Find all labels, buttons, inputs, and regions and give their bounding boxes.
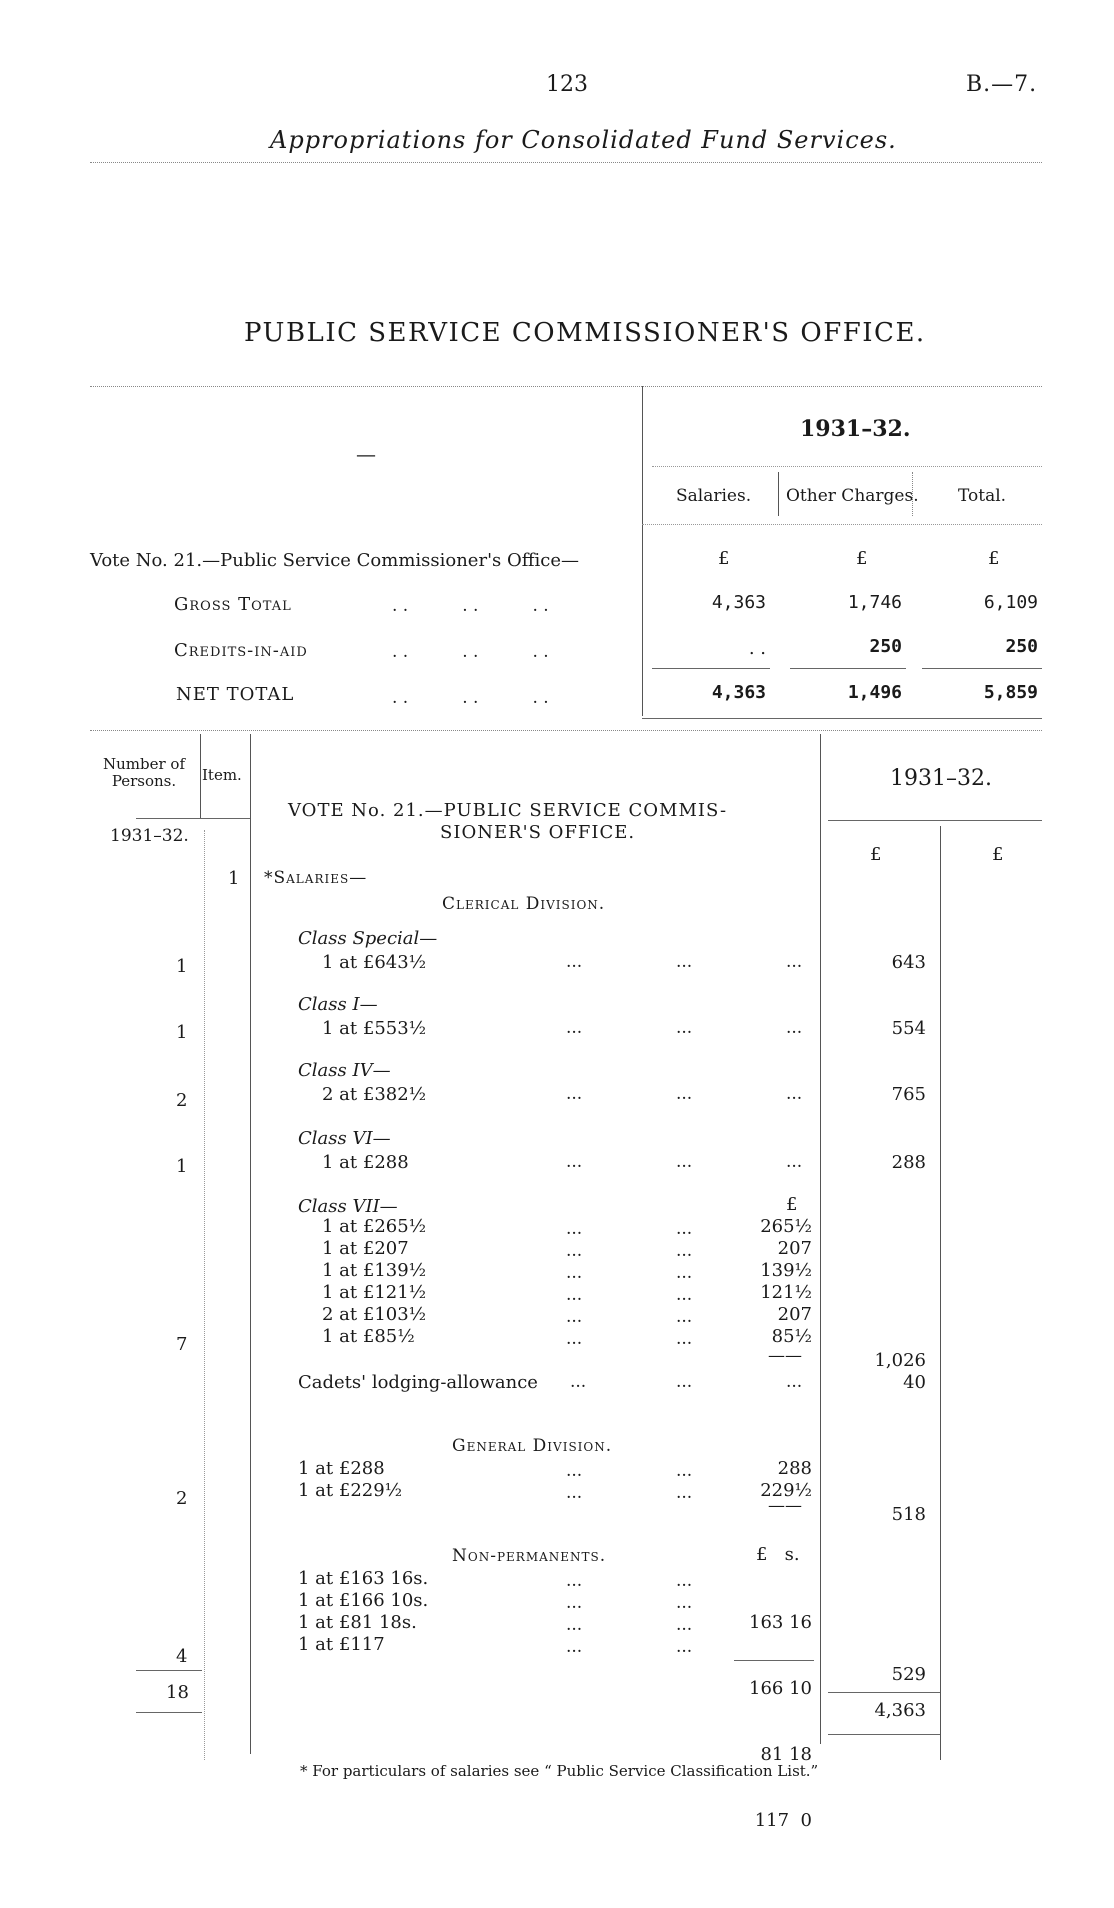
page-heading: Appropriations for Consolidated Fund Services. (270, 126, 897, 154)
class-special-label: Class Special— (298, 928, 438, 949)
net-total: 5,859 (983, 682, 1038, 703)
credits-label: Credits-in-aid (174, 640, 308, 661)
detail-year: 1931–32. (890, 766, 992, 791)
general-amount: 518 (891, 1504, 926, 1525)
class-7-label: Class VII— (298, 1196, 398, 1217)
class-4-persons: 2 (176, 1090, 188, 1111)
cadets-label: Cadets' lodging-allowance (298, 1372, 538, 1393)
class-7-lines: 1 at £265½ 1 at £207 1 at £139½ 1 at £121½ 2 at £103½ 1 at £85½ (322, 1216, 427, 1347)
class-7-persons: 7 (176, 1334, 188, 1355)
non-permanents-amount: 529 (891, 1664, 926, 1685)
net-salaries: 4,363 (711, 682, 766, 703)
class-4-label: Class IV— (298, 1060, 391, 1081)
class-6-persons: 1 (176, 1156, 188, 1177)
currency-salaries: £ (718, 548, 730, 569)
class-7-subtotal-dash: —— (768, 1346, 802, 1366)
class-7-dots-b: ... ... ... ... ... ... (676, 1219, 693, 1349)
class-1-line: 1 at £553½ (322, 1018, 427, 1039)
non-permanents-lines: 1 at £163 16s. 1 at £166 10s. 1 at £81 18s. 1 at £117 (298, 1568, 429, 1655)
class-6-line: 1 at £288 (322, 1152, 409, 1173)
class-4-amount: 765 (891, 1084, 926, 1105)
salaries-heading: *Salaries— (264, 868, 368, 888)
non-permanents-values: 163 16 166 10 81 18 117 0 (749, 1612, 812, 1831)
document-reference: B.—7. (966, 72, 1038, 97)
col-salaries: Salaries. (676, 486, 752, 506)
class-special-persons: 1 (176, 956, 188, 977)
class-7-pound: £ (786, 1194, 798, 1215)
class-4-line: 2 at £382½ (322, 1084, 427, 1105)
gross-other: 1,746 (847, 592, 902, 613)
net-other: 1,496 (847, 682, 902, 703)
gross-total: 6,109 (983, 592, 1038, 613)
header-rule (90, 162, 1042, 163)
col-number-of-persons: Number of Persons. (102, 755, 185, 790)
class-7-amount: 1,026 (874, 1350, 926, 1371)
net-total-dots: . . . . . . (392, 688, 549, 708)
general-values: 288 229½ (760, 1458, 812, 1501)
general-division-heading: General Division. (452, 1436, 613, 1456)
class-7-dots-a: ... ... ... ... ... ... (566, 1219, 583, 1349)
col-total: Total. (958, 486, 1007, 506)
class-special-line: 1 at £643½ (322, 952, 427, 973)
class-1-amount: 554 (891, 1018, 926, 1039)
non-permanents-heading: Non-permanents. (452, 1546, 607, 1566)
page-number: 123 (546, 72, 588, 97)
total-amount: 4,363 (874, 1700, 926, 1721)
credits-salaries: . . (748, 638, 766, 659)
vote-label: Vote No. 21.—Public Service Commissioner's Office— (90, 550, 580, 571)
class-6-label: Class VI— (298, 1128, 391, 1149)
credits-dots: . . . . . . (392, 642, 549, 662)
detail-pound-col2: £ (992, 844, 1004, 865)
credits-other: 250 (869, 636, 902, 657)
summary-dash: — (356, 442, 376, 466)
class-special-amount: 643 (891, 952, 926, 973)
cadets-amount: 40 (903, 1372, 926, 1393)
footnote: * For particulars of salaries see “ Public Service Classification List.” (300, 1762, 819, 1780)
currency-other: £ (856, 548, 868, 569)
general-persons: 2 (176, 1488, 188, 1509)
summary-year: 1931–32. (800, 416, 911, 442)
class-6-amount: 288 (891, 1152, 926, 1173)
class-7-values: 265½ 207 139½ 121½ 207 85½ (760, 1216, 812, 1347)
vote-heading-line2: SIONER'S OFFICE. (440, 822, 636, 843)
non-permanents-units: £ s. (756, 1544, 800, 1565)
general-lines: 1 at £288 1 at £229½ (298, 1458, 403, 1501)
gross-salaries: 4,363 (711, 592, 766, 613)
credits-total: 250 (1005, 636, 1038, 657)
general-subtotal-dash: —— (768, 1496, 802, 1516)
currency-total: £ (988, 548, 1000, 569)
gross-total-label: Gross Total (174, 594, 292, 615)
total-persons: 18 (166, 1682, 189, 1703)
col-other-charges: Other Charges. (786, 486, 919, 506)
gross-total-dots: . . . . . . (392, 596, 549, 616)
col-item: Item. (202, 766, 242, 784)
office-title: PUBLIC SERVICE COMMISSIONER'S OFFICE. (244, 318, 926, 348)
vote-heading-line1: VOTE No. 21.—PUBLIC SERVICE COMMIS- (288, 800, 728, 821)
class-1-persons: 1 (176, 1022, 188, 1043)
detail-pound-col1: £ (870, 844, 882, 865)
clerical-division-heading: Clerical Division. (442, 894, 606, 914)
net-total-label: NET TOTAL (176, 684, 295, 705)
persons-year: 1931–32. (110, 826, 189, 846)
non-permanents-persons: 4 (176, 1646, 188, 1667)
class-1-label: Class I— (298, 994, 378, 1015)
item-number: 1 (228, 868, 240, 889)
